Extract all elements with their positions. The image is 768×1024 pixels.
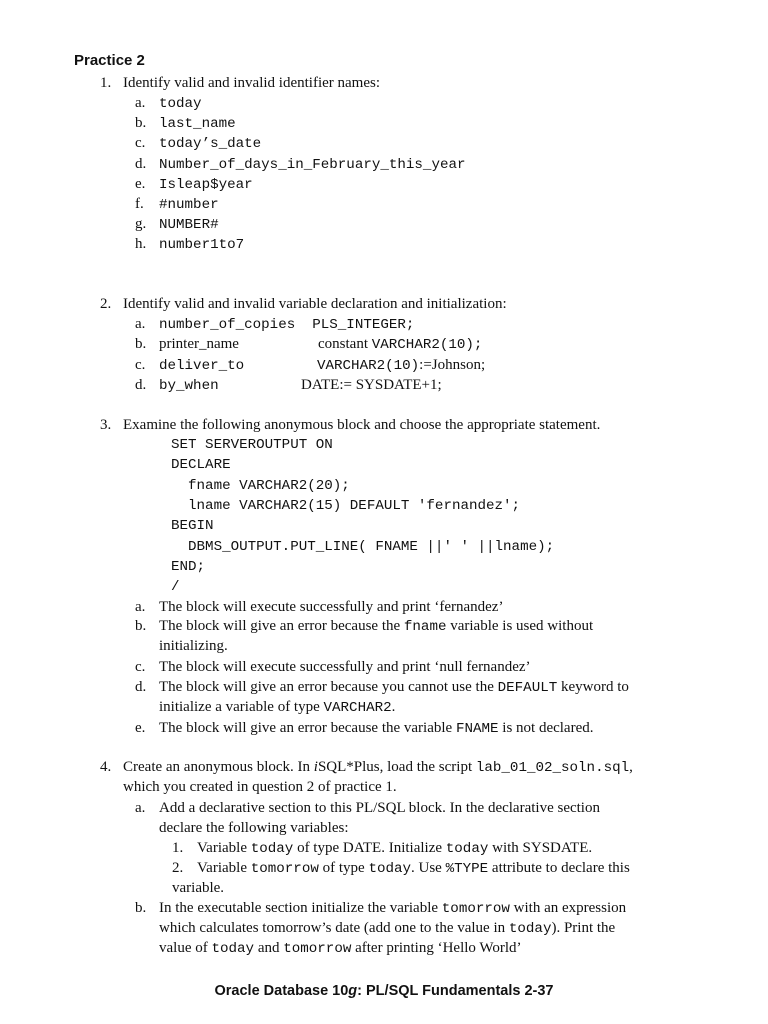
q3-option-text — [159, 658, 531, 676]
q4-sub-text-seg: tomorrow — [250, 861, 319, 877]
q4-sub-text — [197, 839, 592, 858]
identifier-code: number1to7 — [159, 237, 245, 254]
q3-option-label: a. — [135, 599, 146, 615]
identifier-code: today’s_date — [159, 136, 262, 153]
q2-item-name: printer_name — [159, 336, 239, 353]
q3-option-text-seg: The block will give an error because the variable — [159, 720, 456, 736]
q2-item-decl-seg: VARCHAR2(10) — [317, 357, 420, 374]
q3-option-text-seg: The block will give an error because you cannot use the — [159, 679, 498, 695]
identifier-code: NUMBER# — [159, 217, 219, 234]
q4-sub-text — [172, 879, 224, 897]
q4-part-text-seg: In the executable section initialize the variable — [159, 900, 442, 916]
code-line: lname VARCHAR2(15) DEFAULT 'fernandez'; — [171, 497, 521, 514]
q4-part-label: a. — [135, 800, 146, 816]
q4-sub-text-seg: of type — [293, 840, 343, 856]
q4-sub-text-seg: . Initialize — [381, 840, 446, 856]
q4-sub-text-seg: today — [368, 861, 412, 877]
page-title: Practice 2 — [74, 52, 145, 69]
q4-part-text-seg: Add a declarative section to this PL/SQL block. In the declarative section — [159, 800, 600, 816]
footer-pre: Oracle Database 10 — [214, 983, 349, 999]
q4-sub-label: 1. — [172, 840, 184, 856]
q3-option-text — [159, 598, 503, 616]
q4-sub-text-seg: SYSDATE — [522, 840, 589, 856]
q3-option-text — [159, 678, 629, 697]
q3-number: 3. — [100, 417, 112, 433]
q4-part-text-seg: after printing ‘Hello World’ — [351, 940, 522, 957]
code-line: DECLARE — [171, 457, 231, 474]
q4-sub-text-seg: . — [588, 840, 593, 856]
q4-part-text-seg: which calculates tomorrow’s date (add one to the value in — [159, 920, 509, 937]
q2-number: 2. — [100, 296, 112, 312]
q3-option-text-seg: keyword to — [557, 679, 629, 695]
q4-sub-text-seg: today — [445, 841, 489, 857]
q3-option-text — [159, 637, 228, 655]
q4-part-text-seg: declare the following variables: — [159, 820, 349, 837]
q4-sub-text-seg: DATE — [342, 840, 382, 856]
q2-item-name-seg: deliver_to — [159, 357, 245, 374]
q4-sub-text-seg: with — [488, 840, 523, 856]
q3-text: Examine the following anonymous block and choose the appropriate statement. — [123, 417, 601, 433]
q4-sub-text — [197, 859, 630, 878]
footer-post: : PL/SQL Fundamentals 2-37 — [357, 983, 554, 999]
q1-text: Identify valid and invalid identifier names: — [123, 75, 381, 91]
q2-item-decl-seg: :=Johnson; — [419, 356, 486, 373]
q2-item-decl — [318, 335, 482, 354]
q1-item-label: c. — [135, 135, 146, 152]
q3-option-text-seg: The block will execute successfully and print ‘null fernandez’ — [159, 659, 531, 675]
q1-item-label: b. — [135, 115, 147, 132]
identifier-code: Isleap$year — [159, 176, 253, 193]
q1-item-identifier — [159, 114, 236, 133]
q4-part-text-seg: tomorrow — [283, 941, 352, 958]
q2-item-name — [159, 376, 219, 395]
q3-option-label: c. — [135, 659, 146, 675]
q2-item-decl — [317, 356, 485, 375]
q4-text — [123, 778, 397, 796]
q1-item-identifier — [159, 155, 466, 174]
q1-item-label: g. — [135, 216, 147, 233]
q2-item-decl — [301, 376, 442, 394]
q4-part-text-seg: today — [508, 921, 552, 938]
q4-sub-text-seg: %TYPE — [445, 861, 489, 877]
q4-part-text — [159, 899, 626, 918]
q1-item-identifier — [159, 195, 219, 214]
q4-text-seg: SQL*Plus, load the script — [317, 759, 476, 775]
footer-g: g — [348, 983, 358, 999]
q2-item-name-seg: by_when — [159, 377, 219, 394]
q2-item-label: d. — [135, 376, 147, 393]
q3-option-text — [159, 719, 594, 738]
q4-text-seg: which you created in question 2 of practice 1. — [123, 779, 397, 796]
page-footer — [0, 983, 768, 999]
q4-text-seg: Create an anonymous block. In — [123, 759, 314, 775]
code-line: SET SERVEROUTPUT ON — [171, 437, 333, 453]
q2-item-decl-seg: VARCHAR2(10); — [371, 337, 483, 354]
q3-option-text-seg: initialize a variable of type — [159, 699, 324, 716]
q3-option-text-seg: FNAME — [455, 721, 499, 737]
q4-part-text-seg: with an expression — [509, 900, 627, 916]
q1-item-label: h. — [135, 236, 147, 253]
q2-item-name — [159, 356, 244, 375]
code-line: DBMS_OUTPUT.PUT_LINE( FNAME ||' ' ||lname); — [171, 538, 555, 555]
q3-option-text-seg: DEFAULT — [497, 680, 558, 696]
q4-text-seg: lab_01_02_soln.sql — [475, 760, 630, 776]
q3-option-text — [159, 617, 593, 636]
q1-item-label: d. — [135, 155, 147, 172]
q4-sub-label: 2. — [172, 860, 184, 876]
q4-number: 4. — [100, 759, 112, 775]
q3-option-text-seg: is not declared. — [498, 720, 594, 736]
q3-option-text-seg: . — [391, 699, 396, 716]
code-line: BEGIN — [171, 518, 214, 535]
code-line: fname VARCHAR2(20); — [171, 477, 350, 494]
q4-sub-text-seg: of type — [318, 860, 369, 876]
q4-sub-text-seg: Variable — [197, 840, 251, 856]
q4-sub-text-seg: variable. — [172, 880, 225, 897]
q1-item-label: f. — [135, 196, 144, 212]
q2-item-decl-seg: constant — [318, 336, 372, 353]
q4-part-label: b. — [135, 900, 147, 916]
q3-option-text-seg: VARCHAR2 — [323, 700, 392, 717]
q4-part-text-seg: tomorrow — [441, 901, 510, 917]
code-line: END; — [171, 558, 206, 575]
q3-option-text-seg: The block will execute successfully and print ‘fernandez’ — [159, 599, 504, 615]
q4-text-seg: i — [313, 759, 318, 775]
q1-item-identifier — [159, 94, 202, 113]
q4-part-text — [159, 939, 522, 958]
q2-item-decl — [159, 315, 414, 334]
q3-option-text — [159, 698, 395, 717]
q4-sub-text-seg: . Use — [411, 860, 446, 876]
q3-option-text-seg: variable is used without — [446, 618, 594, 634]
q4-part-text-seg: ). Print the — [551, 920, 616, 937]
q4-sub-text-seg: today — [250, 841, 294, 857]
q3-option-label: d. — [135, 679, 147, 695]
q2-item-decl-seg: number_of_copies PLS_INTEGER; — [159, 317, 415, 333]
q4-text — [123, 758, 633, 777]
code-line: / — [171, 579, 180, 596]
q2-item-decl-seg: DATE:= SYSDATE+1; — [301, 376, 442, 393]
q3-option-label: e. — [135, 720, 146, 736]
q2-item-label: c. — [135, 356, 146, 373]
q1-item-identifier — [159, 175, 253, 194]
q3-option-text-seg: The block will give an error because the — [159, 618, 404, 634]
q1-item-identifier — [159, 134, 261, 153]
q2-item-label: b. — [135, 336, 147, 353]
q4-part-text-seg: and — [254, 940, 284, 957]
q1-number: 1. — [100, 75, 112, 91]
identifier-code: last_name — [159, 116, 236, 133]
q2-item-label: a. — [135, 316, 146, 332]
q3-option-label: b. — [135, 618, 147, 634]
q4-sub-text-seg: attribute to declare this — [488, 860, 630, 876]
q4-part-text — [159, 819, 349, 837]
q1-item-identifier — [159, 215, 219, 234]
q2-text: Identify valid and invalid variable declaration and initialization: — [123, 296, 507, 312]
identifier-code: #number — [159, 197, 219, 213]
q1-item-label: e. — [135, 175, 146, 192]
q1-item-label: a. — [135, 95, 146, 111]
q4-sub-text-seg: Variable — [197, 860, 251, 876]
q4-part-text-seg: today — [211, 941, 255, 958]
q4-part-text — [159, 919, 615, 938]
q1-item-identifier — [159, 235, 244, 254]
identifier-code: Number_of_days_in_February_this_year — [159, 156, 466, 173]
q3-option-text-seg: initializing. — [159, 638, 228, 655]
q4-text-seg: , — [629, 759, 633, 775]
q4-part-text-seg: value of — [159, 940, 212, 957]
q3-option-text-seg: fname — [403, 619, 447, 635]
identifier-code: today — [159, 96, 202, 112]
q4-part-text — [159, 799, 600, 817]
